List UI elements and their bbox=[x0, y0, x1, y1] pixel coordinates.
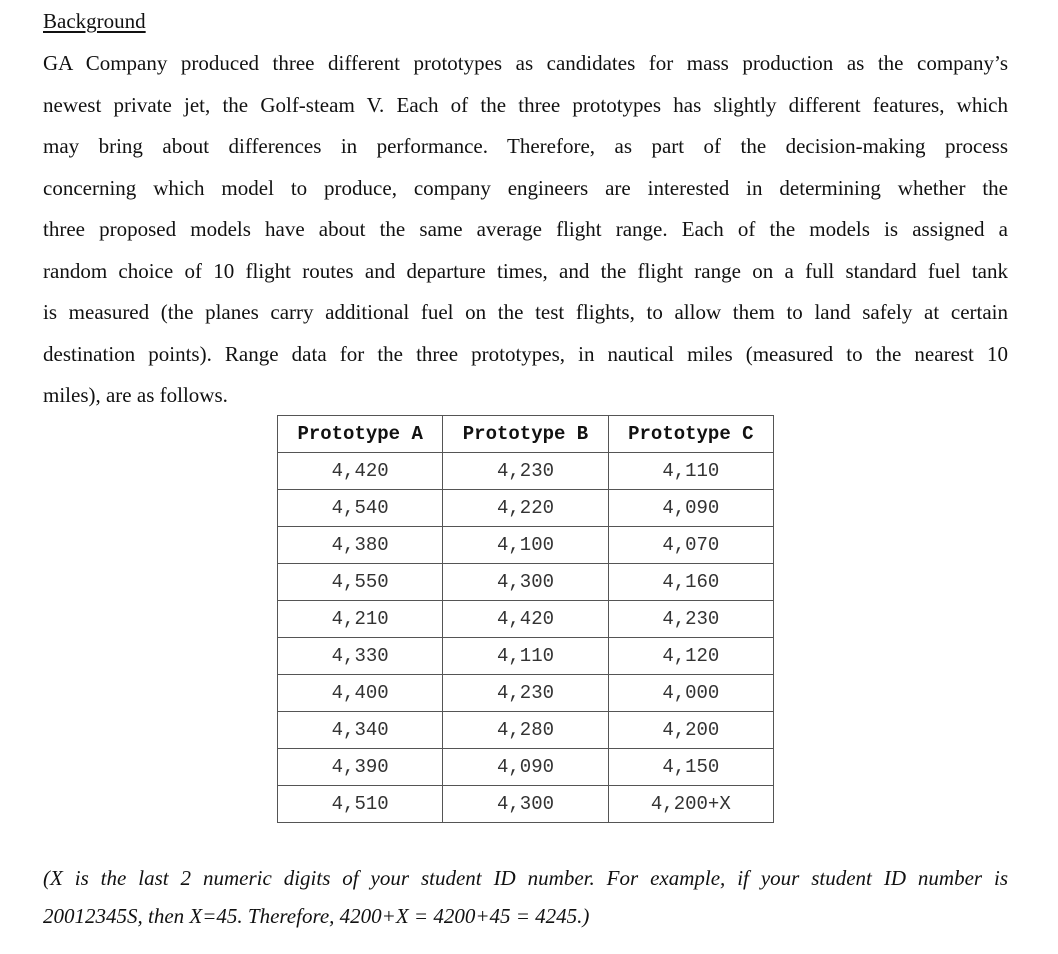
table-cell: 4,210 bbox=[278, 601, 443, 638]
table-cell: 4,420 bbox=[443, 601, 608, 638]
table-row bbox=[278, 490, 774, 527]
paragraph-line: random choice of 10 flight routes and departure times, and the flight range on a full standard fuel tank bbox=[43, 258, 1008, 283]
table-cell: 4,390 bbox=[278, 749, 443, 786]
note-line: 20012345S, then X=45. Therefore, 4200+X = 4200+45 = 4245.) bbox=[43, 904, 590, 928]
table-cell: 4,070 bbox=[608, 527, 773, 564]
paragraph-line: miles), are as follows. bbox=[43, 383, 228, 407]
table-cell: 4,160 bbox=[608, 564, 773, 601]
table-cell: 4,540 bbox=[278, 490, 443, 527]
table-cell: 4,300 bbox=[443, 786, 608, 823]
table-cell: 4,000 bbox=[608, 675, 773, 712]
table-cell: 4,550 bbox=[278, 564, 443, 601]
table-row bbox=[278, 786, 774, 823]
table-cell: 4,420 bbox=[278, 453, 443, 490]
paragraph-line: is measured (the planes carry additional fuel on the test flights, to allow them to land safely at certain bbox=[43, 300, 1008, 324]
paragraph-line: three proposed models have about the same average flight range. Each of the models is assigned a bbox=[43, 217, 1008, 241]
paragraph-line: destination points). Range data for the three prototypes, in nautical miles (measured to the nearest 10 bbox=[43, 341, 1008, 366]
table-cell: 4,230 bbox=[608, 601, 773, 638]
table-cell: 4,120 bbox=[608, 638, 773, 675]
table-cell: 4,300 bbox=[443, 564, 608, 601]
table-row bbox=[278, 638, 774, 675]
paragraph-line: GA Company produced three different prototypes as candidates for mass production as the company’s bbox=[43, 51, 1008, 75]
table-cell: 4,280 bbox=[443, 712, 608, 749]
column-header: Prototype C bbox=[608, 416, 773, 453]
table-cell: 4,200+X bbox=[608, 786, 773, 823]
column-header: Prototype B bbox=[443, 416, 608, 453]
table-row bbox=[278, 749, 774, 786]
student-id-note bbox=[43, 859, 1008, 935]
table-cell: 4,090 bbox=[443, 749, 608, 786]
section-heading: Background bbox=[43, 9, 146, 33]
table-cell: 4,380 bbox=[278, 527, 443, 564]
range-data-table bbox=[277, 415, 774, 823]
table-row bbox=[278, 453, 774, 490]
table-cell: 4,230 bbox=[443, 675, 608, 712]
table-cell: 4,200 bbox=[608, 712, 773, 749]
table-cell: 4,400 bbox=[278, 675, 443, 712]
table-cell: 4,090 bbox=[608, 490, 773, 527]
table-row bbox=[278, 564, 774, 601]
note-line: (X is the last 2 numeric digits of your student ID number. For example, if your student ID number is bbox=[43, 866, 1008, 890]
paragraph-line: concerning which model to produce, company engineers are interested in determining whether the bbox=[43, 175, 1008, 200]
column-header: Prototype A bbox=[278, 416, 443, 453]
table-header-row bbox=[278, 416, 774, 453]
table-cell: 4,340 bbox=[278, 712, 443, 749]
table-cell: 4,230 bbox=[443, 453, 608, 490]
table-cell: 4,150 bbox=[608, 749, 773, 786]
table-cell: 4,110 bbox=[443, 638, 608, 675]
table-cell: 4,330 bbox=[278, 638, 443, 675]
background-paragraph bbox=[43, 43, 1008, 417]
table-row bbox=[278, 675, 774, 712]
paragraph-line: may bring about differences in performance. Therefore, as part of the decision-making process bbox=[43, 134, 1008, 158]
table-cell: 4,510 bbox=[278, 786, 443, 823]
table-cell: 4,110 bbox=[608, 453, 773, 490]
paragraph-line: newest private jet, the Golf-steam V. Each of the three prototypes has slightly different features, which bbox=[43, 92, 1008, 117]
table-cell: 4,220 bbox=[443, 490, 608, 527]
table-row bbox=[278, 527, 774, 564]
table-row bbox=[278, 712, 774, 749]
table-row bbox=[278, 601, 774, 638]
table-cell: 4,100 bbox=[443, 527, 608, 564]
